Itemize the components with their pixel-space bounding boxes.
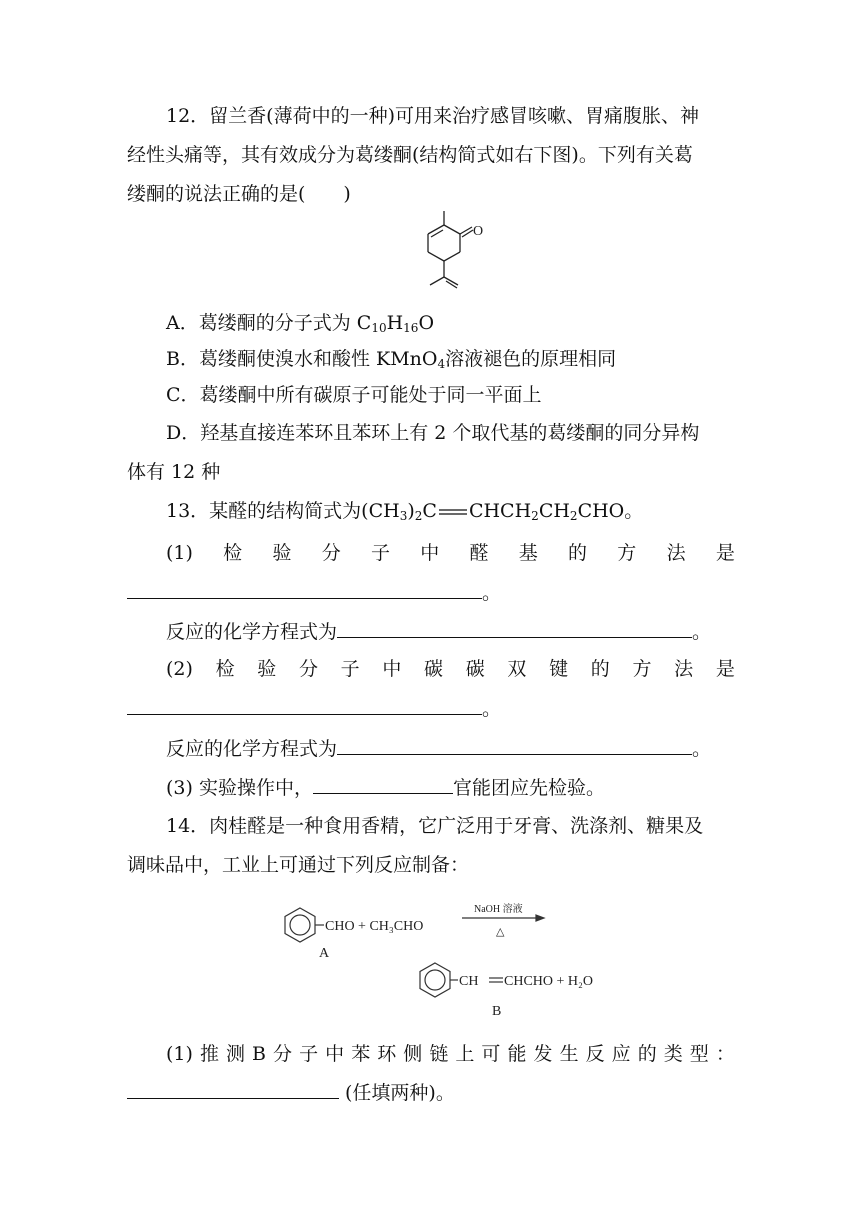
q12-option-d-line-2: 体有 12 种 [127, 461, 221, 483]
reaction-reactants: CHO + CH₃CHO [325, 919, 424, 934]
word: 子 [340, 658, 360, 680]
word: 是 [715, 542, 735, 564]
q13-part-1-question [166, 539, 735, 567]
q13-sub-4: 2 [569, 509, 578, 523]
q12-stem-line-1: 12．留兰香(薄荷中的一种)可用来治疗感冒咳嗽、胃痛腹胀、神 [166, 105, 700, 127]
compound-b-label: B [492, 1004, 502, 1019]
reaction-condition-reagent: NaOH 溶液 [474, 904, 523, 915]
word: 法 [666, 542, 686, 564]
word: 环 [377, 1043, 397, 1065]
word: (1) [166, 1043, 193, 1065]
q12-option-d-line-1: D．羟基直接连苯环且苯环上有 2 个取代基的葛缕酮的同分异构 [166, 422, 700, 444]
word: 基 [518, 542, 538, 564]
option-a-sub-1: 10 [371, 321, 387, 335]
q13-formula-e: CH [538, 500, 570, 522]
reaction-condition-heat: △ [496, 926, 505, 938]
q14-part-1-answer [127, 1078, 735, 1107]
q14-part-1-question [166, 1040, 735, 1068]
word: 键 [549, 658, 569, 680]
option-a-o: O [418, 312, 435, 334]
word: 中 [382, 658, 402, 680]
word: 发 [533, 1043, 553, 1065]
option-b-sub: 4 [437, 357, 446, 371]
word: 检 [223, 542, 243, 564]
q13-formula-a: 13．某醛的结构简式为(CH [166, 500, 400, 522]
word: 能 [507, 1043, 527, 1065]
answer-blank[interactable] [127, 578, 482, 599]
q13-formula-f: CHO。 [577, 500, 644, 522]
word: 类 [663, 1043, 683, 1065]
product-ch: CH [459, 974, 479, 989]
q13-part-2-answer [127, 694, 735, 723]
double-bond-symbol [438, 505, 468, 519]
carvone-structure [400, 205, 490, 305]
functional-group-blank[interactable] [313, 773, 453, 794]
option-a-sub-2: 16 [403, 321, 419, 335]
part-3-text: (3) 实验操作中， [166, 777, 313, 799]
word: 型 [689, 1043, 709, 1065]
word: 中 [325, 1043, 345, 1065]
option-a-h: H [386, 312, 404, 334]
word: 子 [370, 542, 390, 564]
q13-part-2-question [166, 655, 735, 683]
word: (1) [166, 542, 193, 564]
word: 分 [321, 542, 341, 564]
reaction-type-blank[interactable] [127, 1078, 339, 1099]
q13-formula-c: C [422, 500, 437, 522]
word: 应 [611, 1043, 631, 1065]
period: 。 [692, 621, 712, 643]
option-b-text: B．葛缕酮使溴水和酸性 KMnO [166, 348, 438, 370]
period: 。 [692, 738, 712, 760]
word: 检 [215, 658, 235, 680]
word: 测 [226, 1043, 246, 1065]
answer-blank[interactable] [127, 694, 482, 715]
period: 。 [482, 698, 502, 720]
q13-formula-b: ) [407, 500, 415, 522]
q13-stem [166, 497, 735, 530]
word: 的 [637, 1043, 657, 1065]
q14-stem-line-2: 调味品中，工业上可通过下列反应制备： [127, 854, 470, 876]
option-a-text: A．葛缕酮的分子式为 C [166, 312, 372, 334]
word: 上 [455, 1043, 475, 1065]
q12-stem-line-2: 经性头痛等，其有效成分为葛缕酮(结构简式如右下图)。下列有关葛 [127, 144, 693, 166]
word: 法 [674, 658, 694, 680]
word: 方 [632, 658, 652, 680]
word: 的 [568, 542, 588, 564]
word: 侧 [403, 1043, 423, 1065]
word: 链 [429, 1043, 449, 1065]
word: 中 [420, 542, 440, 564]
q14-stem-line-1: 14．肉桂醛是一种食用香精，它广泛用于牙膏、洗涤剂、糖果及 [166, 815, 704, 837]
q12-option-b [166, 345, 735, 378]
word: 醛 [469, 542, 489, 564]
word: 方 [617, 542, 637, 564]
word: 验 [272, 542, 292, 564]
q13-part-1-equation [166, 617, 735, 646]
q13-sub-3: 2 [531, 509, 539, 523]
period: 。 [482, 582, 502, 604]
word: 推 [199, 1043, 219, 1065]
word: 分 [273, 1043, 293, 1065]
word: 双 [507, 658, 527, 680]
word: 可 [481, 1043, 501, 1065]
word: 碳 [465, 658, 485, 680]
word: B [252, 1043, 267, 1065]
word: 子 [299, 1043, 319, 1065]
equation-label: 反应的化学方程式为 [166, 621, 338, 643]
word: 碳 [424, 658, 444, 680]
q12-option-a [166, 309, 735, 342]
answer-hint: (任填两种)。 [345, 1082, 455, 1104]
q13-part-2-equation [166, 734, 735, 763]
q13-sub-1: 3 [399, 509, 408, 523]
equation-blank[interactable] [337, 617, 692, 638]
word: 验 [257, 658, 277, 680]
cinnamaldehyde-reaction-scheme [270, 890, 650, 1025]
reaction-products: CHCHO + H₂O [504, 974, 594, 989]
word: (2) [166, 658, 193, 680]
word: 反 [585, 1043, 605, 1065]
word: 是 [715, 658, 735, 680]
word: 苯 [351, 1043, 371, 1065]
compound-a-label: A [319, 946, 330, 961]
q12-option-c: C．葛缕酮中所有碳原子可能处于同一平面上 [166, 384, 542, 406]
word: 生 [559, 1043, 579, 1065]
option-b-tail: 溶液褪色的原理相同 [445, 348, 617, 370]
word: 分 [298, 658, 318, 680]
q13-part-3 [166, 773, 735, 802]
q13-part-1-answer [127, 578, 735, 607]
word: 的 [590, 658, 610, 680]
word: ： [715, 1043, 735, 1065]
equation-blank[interactable] [337, 734, 692, 755]
part-3-tail: 官能团应先检验。 [452, 777, 605, 799]
equation-label: 反应的化学方程式为 [166, 738, 338, 760]
q13-formula-d: CHCH [468, 500, 532, 522]
q13-sub-2: 2 [414, 509, 423, 523]
q12-stem-line-3: 缕酮的说法正确的是( ) [127, 183, 351, 205]
carbonyl-oxygen-label: O [473, 224, 484, 239]
